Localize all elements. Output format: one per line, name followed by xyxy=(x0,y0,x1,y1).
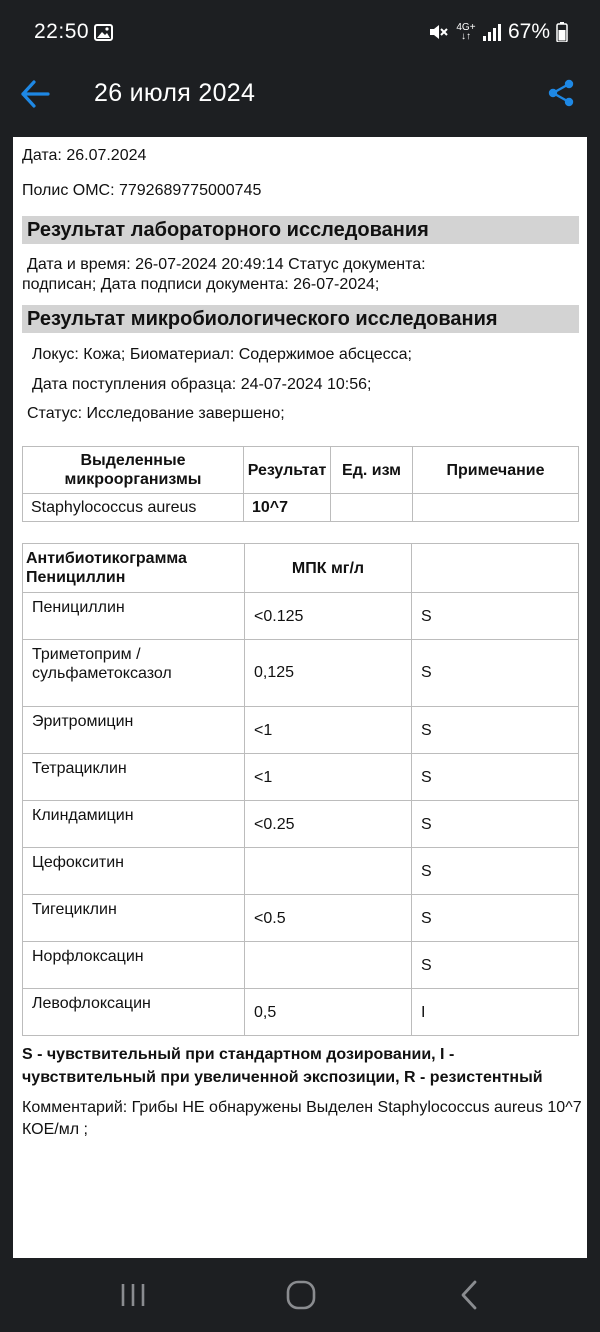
network-type: 4G+ xyxy=(456,22,476,33)
mic-value: 0,125 xyxy=(254,664,295,681)
unit-cell xyxy=(331,494,413,522)
interpretation-value: S xyxy=(421,769,432,786)
back-nav-icon[interactable] xyxy=(456,1278,482,1312)
header-organisms: Выделенные микроорганизмы xyxy=(23,447,244,494)
mute-icon xyxy=(428,22,450,42)
table-header-row xyxy=(23,544,579,593)
recent-apps-icon[interactable] xyxy=(118,1278,148,1312)
result-cell xyxy=(412,801,579,848)
mic-cell xyxy=(245,942,412,989)
mic-value: <1 xyxy=(254,769,273,786)
locus-line: Локус: Кожа; Биоматериал: Содержимое абсцесса; xyxy=(32,346,412,363)
result-cell: 10^7 xyxy=(244,494,331,522)
drug-cell xyxy=(23,801,245,848)
mic-cell xyxy=(245,895,412,942)
date-line: Дата: 26.07.2024 xyxy=(22,147,147,164)
interpretation-value: S xyxy=(421,957,432,974)
drug-name: Норфлоксацин xyxy=(32,948,144,965)
result-cell xyxy=(412,989,579,1036)
network-indicator xyxy=(456,23,476,41)
header-interpretation xyxy=(412,544,579,593)
sample-date-line: Дата поступления образца: 24-07-2024 10:56; xyxy=(32,376,372,393)
back-arrow-icon[interactable] xyxy=(18,77,52,111)
drug-cell xyxy=(23,640,245,707)
drug-cell xyxy=(23,707,245,754)
result-cell xyxy=(412,754,579,801)
interpretation-legend: S - чувствительный при стандартном дозировании, I - чувствительный при увеличенной экспозиции, R - резистентный xyxy=(22,1046,543,1086)
system-nav-bar xyxy=(0,1258,600,1332)
mic-cell xyxy=(245,754,412,801)
table-row xyxy=(23,942,579,989)
result-cell xyxy=(412,593,579,640)
drug-cell xyxy=(23,942,245,989)
drug-name: Тигециклин xyxy=(32,901,117,918)
drug-name: Пенициллин xyxy=(32,599,125,616)
header-unit: Ед. изм xyxy=(331,447,413,494)
organism-cell: Staphylococcus aureus xyxy=(23,494,244,522)
drug-cell xyxy=(23,754,245,801)
mic-value: 0,5 xyxy=(254,1004,277,1021)
status-line: Статус: Исследование завершено; xyxy=(27,405,285,422)
antibiogram-table xyxy=(22,543,579,1036)
result-cell xyxy=(412,942,579,989)
app-bar xyxy=(0,66,600,122)
mic-value: <0.25 xyxy=(254,816,295,833)
table-row xyxy=(23,707,579,754)
policy-line: Полис ОМС: 7792689775000745 xyxy=(22,182,262,199)
status-time: 22:50 xyxy=(34,20,90,43)
lab-meta-line-2: подписан; Дата подписи документа: 26-07-2024; xyxy=(22,276,380,293)
gallery-notification-icon xyxy=(94,24,113,41)
status-bar xyxy=(0,0,600,66)
interpretation-value: S xyxy=(421,722,432,739)
lab-section-title: Результат лабораторного исследования xyxy=(22,216,579,244)
mic-cell xyxy=(245,848,412,895)
drug-name: Клиндамицин xyxy=(32,807,134,824)
table-row xyxy=(23,494,579,522)
interpretation-value: S xyxy=(421,910,432,927)
table-row xyxy=(23,848,579,895)
drug-cell xyxy=(23,989,245,1036)
lab-meta-line-1: Дата и время: 26-07-2024 20:49:14 Статус документа: xyxy=(27,256,426,273)
comment-text: Комментарий: Грибы НЕ обнаружены Выделен Staphylococcus aureus 10^7 КОЕ/мл ; xyxy=(22,1099,582,1138)
document-view[interactable] xyxy=(13,137,587,1258)
signal-icon xyxy=(482,23,502,41)
drug-name: Тетрациклин xyxy=(32,760,127,777)
status-right xyxy=(428,20,568,44)
result-cell xyxy=(412,848,579,895)
drug-cell xyxy=(23,593,245,640)
battery-level: 67% xyxy=(507,20,550,43)
battery-icon xyxy=(556,22,568,42)
drug-name: Триметоприм / сульфаметоксазол xyxy=(32,646,172,682)
result-cell xyxy=(412,895,579,942)
interpretation-value: S xyxy=(421,608,432,625)
mic-cell xyxy=(245,707,412,754)
table-row xyxy=(23,640,579,707)
mic-cell xyxy=(245,640,412,707)
table-row xyxy=(23,801,579,848)
mic-value: <0.5 xyxy=(254,910,286,927)
header-note: Примечание xyxy=(413,447,579,494)
mic-cell xyxy=(245,593,412,640)
drug-name: Цефокситин xyxy=(32,854,125,871)
mic-value: <1 xyxy=(254,722,273,739)
interpretation-value: S xyxy=(421,664,432,681)
drug-cell xyxy=(23,895,245,942)
mic-value: <0.125 xyxy=(254,608,304,625)
interpretation-value: S xyxy=(421,816,432,833)
mic-cell xyxy=(245,989,412,1036)
note-cell xyxy=(413,494,579,522)
share-icon[interactable] xyxy=(546,78,576,108)
network-arrows: ↓↑ xyxy=(460,31,471,42)
drug-cell xyxy=(23,848,245,895)
header-mic: МПК мг/л xyxy=(245,544,412,593)
table-row xyxy=(23,989,579,1036)
table-row xyxy=(23,895,579,942)
organisms-table xyxy=(22,446,579,522)
table-row xyxy=(23,754,579,801)
header-antibiogram: Антибиотикограмма Пенициллин xyxy=(23,544,245,593)
mic-cell xyxy=(245,801,412,848)
interpretation-value: I xyxy=(421,1004,426,1021)
table-row xyxy=(23,593,579,640)
table-header-row xyxy=(23,447,579,494)
interpretation-value: S xyxy=(421,863,432,880)
drug-name: Эритромицин xyxy=(32,713,134,730)
drug-name: Левофлоксацин xyxy=(32,995,151,1012)
page-title: 26 июля 2024 xyxy=(94,79,256,107)
result-cell xyxy=(412,640,579,707)
home-icon[interactable] xyxy=(284,1278,318,1312)
header-result: Результат xyxy=(244,447,331,494)
micro-section-title: Результат микробиологического исследования xyxy=(22,305,579,333)
result-cell xyxy=(412,707,579,754)
